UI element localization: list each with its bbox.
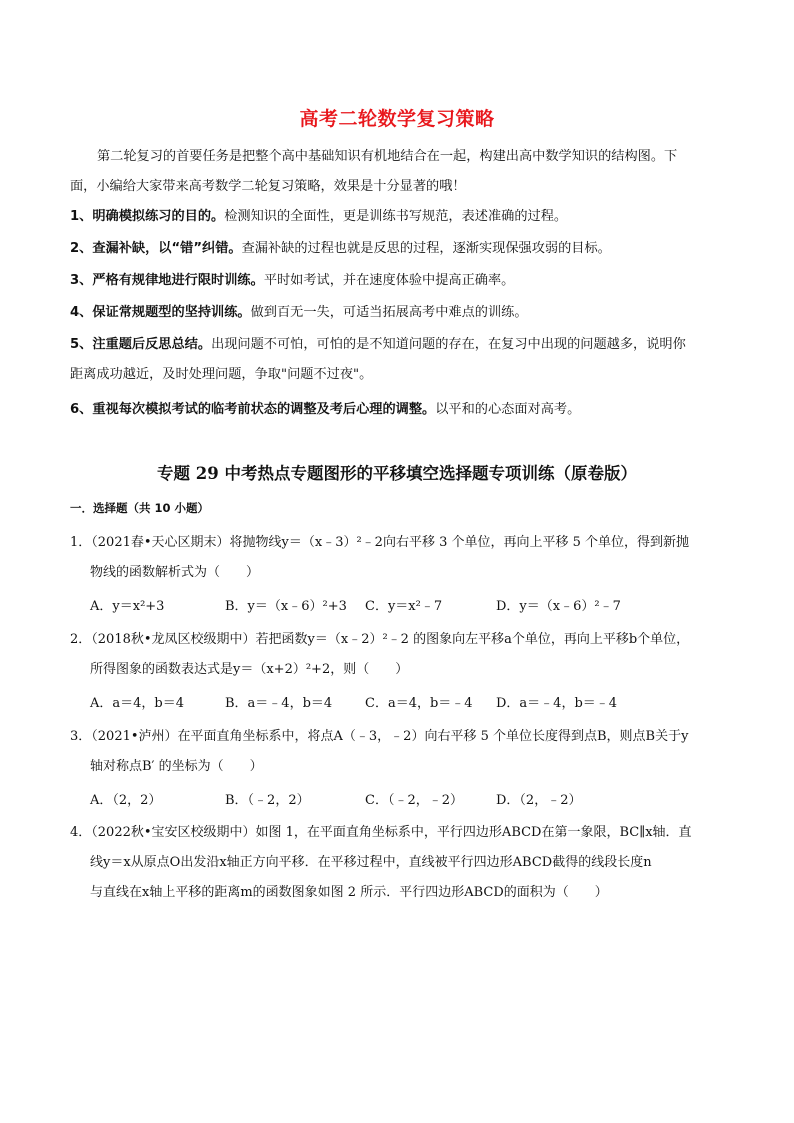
strategy-item-4 [70,298,730,328]
section-title: 专题 29 中考热点专题图形的平移填空选择题专项训练（原卷版） [157,464,637,483]
option-a[interactable]: A．y＝x²+3 [90,599,165,614]
option-d[interactable]: D．y＝（x﹣6）²﹣7 [496,599,621,614]
question-line-1: 4．（2022秋•宝安区校级期中）如图 1，在平面直角坐标系中，平行四边形ABCD在第一象限，BC∥x轴．直 [70,825,692,840]
strategy-text: 做到百无一失，可适当拓展高考中难点的训练。 [250,305,528,320]
strategy-heading: 2、查漏补缺，以“错”纠错。 [70,241,242,256]
question-line-1: 2．（2018秋•龙凤区校级期中）若把函数y＝（x﹣2）²﹣2 的图象向左平移a个单位，再向上平移b个单位， [70,632,690,647]
question-3-options [90,789,730,809]
strategy-text: 以平和的心态面对高考。 [435,402,581,417]
question-4 [70,818,730,908]
question-line-2: 线y＝x从原点O出发沿x轴正方向平移．在平移过程中，直线被平行四边形ABCD截得的线段长度n [90,855,652,870]
option-b[interactable]: B．a＝﹣4，b＝4 [225,696,333,711]
strategy-item-6 [70,395,730,425]
option-a[interactable]: A．a＝4，b＝4 [90,696,185,711]
option-a[interactable]: A．（2，2） [90,793,162,808]
strategy-heading: 4、保证常规题型的坚持训练。 [70,305,251,320]
subsection-heading: 一．选择题（共 10 小题） [70,501,210,515]
strategy-text: 平时如考试，并在速度体验中提高正确率。 [263,273,515,288]
question-line-1: 3．（2021•泸州）在平面直角坐标系中，将点A（﹣3，﹣2）向右平移 5 个单位长度得到点B，则点B关于y [70,729,689,744]
strategy-heading: 5、注重题后反思总结。 [70,337,212,352]
strategy-text: 出现问题不可怕，可怕的是不知道问题的存在，在复习中出现的问题越多，说明你 [211,337,686,352]
question-line-2: 物线的函数解析式为（ ） [90,565,260,580]
document-title: 高考二轮数学复习策略 [299,108,495,130]
question-line-2: 所得图象的函数表达式是y＝（x+2）²+2，则（ ） [90,662,409,677]
strategy-text-continued: 距离成功越近，及时处理问题，争取"问题不过夜"。 [70,367,373,382]
intro-line-2: 面，小编给大家带来高考数学二轮复习策略，效果是十分显著的哦！ [70,179,466,194]
option-c[interactable]: C．a＝4，b＝﹣4 [365,696,473,711]
question-line-3: 与直线在x轴上平移的距离m的函数图象如图 2 所示．平行四边形ABCD的面积为（ ） [90,885,608,900]
option-d[interactable]: D．a＝﹣4，b＝﹣4 [496,696,618,711]
question-2-options [90,692,730,712]
question-3 [70,722,730,782]
strategy-item-1 [70,202,730,232]
option-d[interactable]: D．（2，﹣2） [496,793,582,808]
option-b[interactable]: B．y＝（x﹣6）²+3 [225,599,347,614]
strategy-item-5 [70,330,730,390]
question-2 [70,625,730,685]
strategy-text: 查漏补缺的过程也就是反思的过程，逐渐实现保强攻弱的目标。 [241,241,611,256]
strategy-item-3 [70,266,730,296]
option-b[interactable]: B．（﹣2，2） [225,793,310,808]
strategy-heading: 6、重视每次模拟考试的临考前状态的调整及考后心理的调整。 [70,402,436,417]
option-c[interactable]: C．（﹣2，﹣2） [365,793,463,808]
intro-line-1: 第二轮复习的首要任务是把整个高中基础知识有机地结合在一起，构建出高中数学知识的结构图。下 [97,149,678,164]
question-line-2: 轴对称点B′ 的坐标为（ ） [90,759,263,774]
strategy-heading: 3、严格有规律地进行限时训练。 [70,273,264,288]
question-1-options [90,595,730,615]
strategy-heading: 1、明确模拟练习的目的。 [70,209,225,224]
strategy-item-2 [70,234,730,264]
question-line-1: 1．（2021春•天心区期末）将抛物线y＝（x﹣3）²﹣2向右平移 3 个单位，再向上平移 5 个单位，得到新抛 [70,535,690,550]
option-c[interactable]: C．y＝x²﹣7 [365,599,443,614]
question-1 [70,528,730,588]
intro-paragraph [70,142,730,202]
strategy-text: 检测知识的全面性，更是训练书写规范，表述准确的过程。 [224,209,568,224]
